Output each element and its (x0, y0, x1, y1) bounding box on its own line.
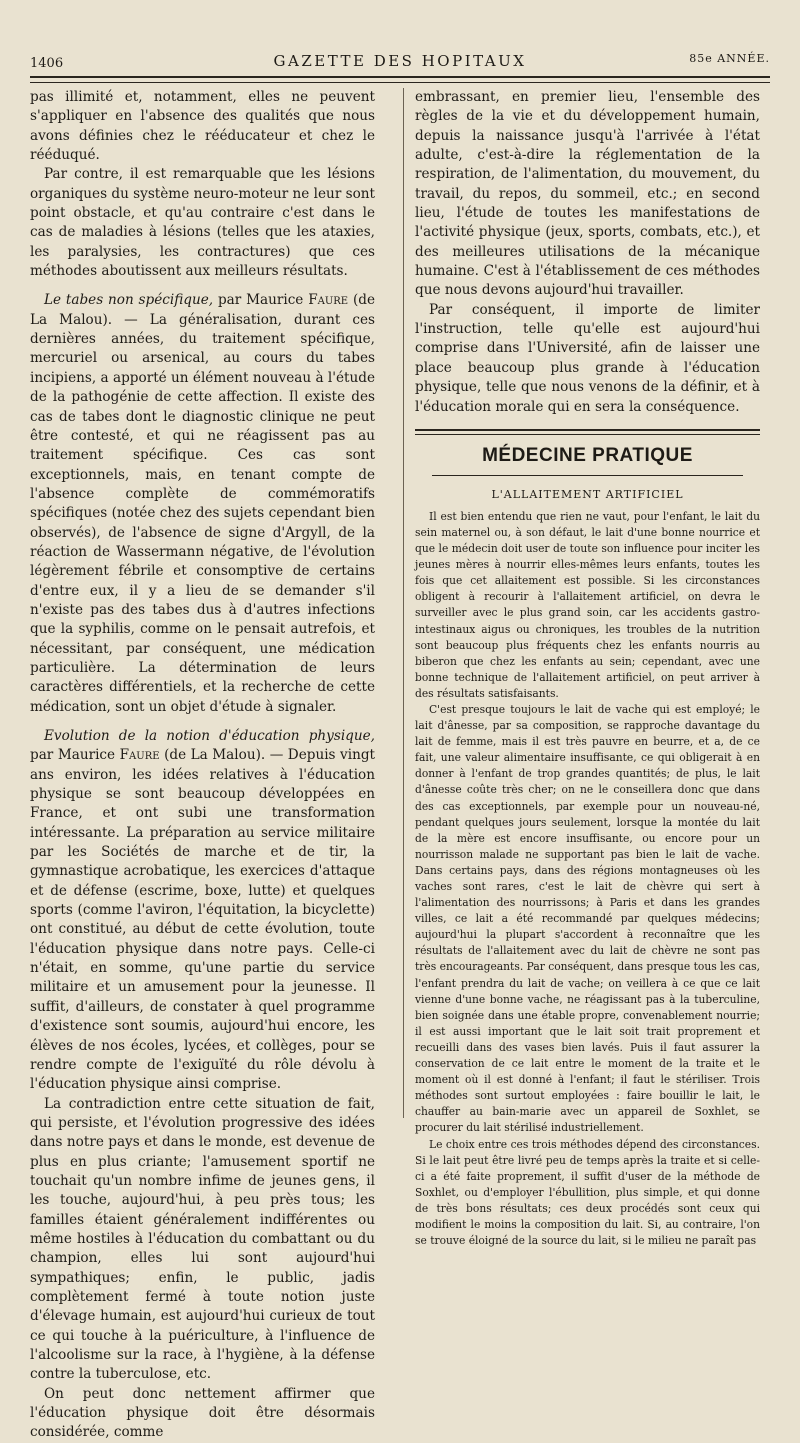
article-tabes-by: par Maurice (217, 292, 304, 309)
article-education-by: par Maurice (30, 747, 116, 764)
page-number: 1406 (30, 56, 64, 71)
section-title: MÉDECINE PRATIQUE (482, 444, 693, 466)
allaitement-paragraph-1: Il est bien entendu que rien ne vaut, pour l'enfant, le lait du sein maternel ou, à son défaut, le lait d'une bonne nourrice et que le médecin doit user de toute son influence pour inciter les jeunes mères à nourrir elles-mêmes leurs enfants, toutes les fois que cet allaitement est possible. Si les circonstances obligent à recourir à l'allaitement artificiel, on devra le surveiller avec le plus grand soin, car les accidents gastro-intestinaux aigus ou chroniques, les troubles de la nutrition sont beaucoup plus fréquents chez les enfants nourris au biberon que chez les enfants au sein; cependant, avec une bonne technique de l'allaitement artificiel, on peut arriver à des résultats satisfaisants. (415, 509, 760, 700)
section-rule-thick (415, 429, 760, 431)
right-paragraph-1: embrassant, en premier lieu, l'ensemble des règles de la vie et du développement humain, depuis la naissance jusqu'à l'arrivée à l'état adulte, c'est-à-dire la réglementation de la respiration, de l'alimentation, du mouvement, du travail, du repos, du sommeil, etc.; en second lieu, l'étude de toutes les manifestations de l'activité physique (jeux, sports, combats, etc.), et des meilleures utilisations de la mécanique humaine. C'est à l'établissement de ces méthodes que nous devons aujourd'hui travailler. (415, 89, 760, 299)
right-column (415, 88, 760, 1249)
header-rule-thick (30, 76, 770, 78)
article-tabes-body: (de La Malou). — La généralisation, durant ces dernières années, du traitement spécifique, mercuriel ou arsenical, au cours du tabes incipiens, a apporté un élément nouveau à l'étude de la pathogénie de cette affection. Il existe des cas de tabes dont le diagnostic clinique ne peut être contesté, et qui ne réagissent pas au traitement spécifique. Ces cas sont exceptionnels, mais, en tenant compte de l'absence complète de commémoratifs spécifiques (notée chez des sujets cependant bien observés), de l'absence de signe d'Argyll, de la réaction de Wassermann négative, de l'évolution légèrement fébrile et consomptive de certains d'entre eux, il y a lieu de se demander s'il n'existe pas des tabes dus à d'autres infections que la syphilis, comme on le pensait autrefois, et nécessitant, par conséquent, une médication particulière. La détermination de leurs caractères différentiels, et la recherche de cette médication, sont un objet d'étude à signaler. (30, 292, 375, 715)
article-tabes-author: Faure (308, 292, 349, 309)
left-column (30, 88, 375, 1443)
article-education (30, 727, 375, 1095)
left-paragraph-6: On peut donc nettement affirmer que l'éducation physique doit être désormais considérée, comme (30, 1385, 375, 1441)
allaitement-paragraph-2: C'est presque toujours le lait de vache qui est employé; le lait d'ânesse, par sa composition, se rapproche davantage du lait de femme, mais il est très pauvre en beurre, et a, de ce fait, une valeur alimentaire insuffisante, ce qui obligerait à en donner à l'enfant de trop grandes quantités; de plus, le lait d'ânesse coûte très cher; on ne le conseillera donc que dans des cas exceptionnels, par exemple pour un nouveau-né, pendant quelques jours seulement, lorsque la montée du lait de la mère est encore insuffisante, ou encore pour un nourrisson malade ne supportant pas bien le lait de vache. Dans certains pays, dans des régions montagneuses où les vaches sont rares, c'est le lait de chèvre qui sert à l'alimentation des nourrissons; à Paris et dans les grandes villes, ce lait a été recommandé par quelques médecins; aujourd'hui la plupart s'accordent à reconnaître que les résultats de l'allaitement avec du lait de chèvre ne sont pas très encourageants. Par conséquent, dans presque tous les cas, l'enfant prendra du lait de vache; on veillera à ce que ce lait vienne d'une bonne vache, ne réagissant pas à la tuberculine, bien soignée dans une étable propre, convenablement nourrie; il est aussi important que le lait soit trait proprement et recueilli dans des vases bien lavés. Puis il faut assurer la conservation de ce lait entre le moment de la traite et le moment où il est donné à l'enfant; il faut le stériliser. Trois méthodes sont surtout employées : faire bouillir le lait, le chauffer au bain-marie avec un appareil de Soxhlet, se procurer du lait stérilisé industriellement. (415, 702, 760, 1135)
article-tabes-title: Le tabes non spécifique, (44, 292, 214, 309)
left-paragraph-5: La contradiction entre cette situation de fait, qui persiste, et l'évolution progressive des idées dans notre pays et dans le monde, est devenue de plus en plus criante; l'amusement sportif ne touchait qu'un nombre infime de jeunes gens, il les touche, aujourd'hui, à peu près tous; les familles étaient généralement indifférentes ou même hostiles à l'éducation du combattant ou du champion, elles lui sont aujourd'hui sympathiques; enfin, le public, jadis complètement fermé à toute notion juste d'élevage humain, est aujourd'hui curieux de tout ce qui touche à la puériculture, à l'influence de l'alcoolisme sur la race, à l'hygiène, à la défense contre la tuberculose, etc. (30, 1095, 375, 1383)
left-paragraph-2: Par contre, il est remarquable que les lésions organiques du système neuro-moteur ne leur sont point obstacle, et qu'au contraire c'est dans le cas de maladies à lésions (telles que les ataxies, les paralysies, les contractures) que ces méthodes aboutissent aux meilleurs résultats. (30, 166, 376, 280)
header-rule-thin (30, 82, 770, 83)
article-education-author: Faure (119, 747, 160, 764)
left-paragraph-1: pas illimité et, notamment, elles ne peuvent s'appliquer en l'absence des qualités que nous avons définies chez le rééducateur et chez le rééduqué. (30, 89, 375, 164)
year-label: 85e ANNÉE. (689, 52, 770, 65)
article-education-title: Evolution de la notion d'éducation physique, (44, 728, 375, 744)
article-tabes (30, 291, 375, 717)
page-header (30, 50, 770, 72)
right-paragraph-2: Par conséquent, il importe de limiter l'instruction, telle qu'elle est aujourd'hui comprise dans l'Université, afin de laisser une place beaucoup plus grande à l'éducation physique, telle que nous venons de la définir, et à l'éducation morale qui en sera la conséquence. (415, 301, 760, 415)
column-divider (403, 88, 404, 1118)
journal-title: GAZETTE DES HOPITAUX (273, 52, 527, 70)
article-education-body: (de La Malou). — Depuis vingt ans environ, les idées relatives à l'éducation physique se sont beaucoup développées en France, et ont subi une transformation intéressante. La préparation au service militaire par les Sociétés de marche et de tir, la gymnastique acrobatique, les exercices d'attaque et de défense (escrime, boxe, lutte) et quelques sports (comme l'aviron, l'équitation, la bicyclette) ont constitué, au début de cette évolution, toute l'éducation physique dans notre pays. Celle-ci n'était, en somme, qu'une partie du service militaire et un amusement pour la jeunesse. Il suffit, d'ailleurs, de constater à quel programme d'existence sont soumis, aujourd'hui encore, les élèves de nos écoles, lycées, et collèges, pour se rendre compte de l'exiguïté du rôle dévolu à l'éducation physique ainsi comprise. (30, 747, 375, 1093)
allaitement-paragraph-3: Le choix entre ces trois méthodes dépend des circonstances. Si le lait peut être livré peu de temps après la traite et si celle-ci a été faite proprement, il suffit d'user de la méthode de Soxhlet, ou d'employer l'ébullition, plus simple, et qui donne de très bons résultats; ces deux procédés sont ceux qui modifient le moins la composition du lait. Si, au contraire, l'on se trouve éloigné de la source du lait, si le milieu ne paraît pas (415, 1137, 760, 1248)
article-subtitle: L'ALLAITEMENT ARTIFICIEL (491, 487, 684, 501)
